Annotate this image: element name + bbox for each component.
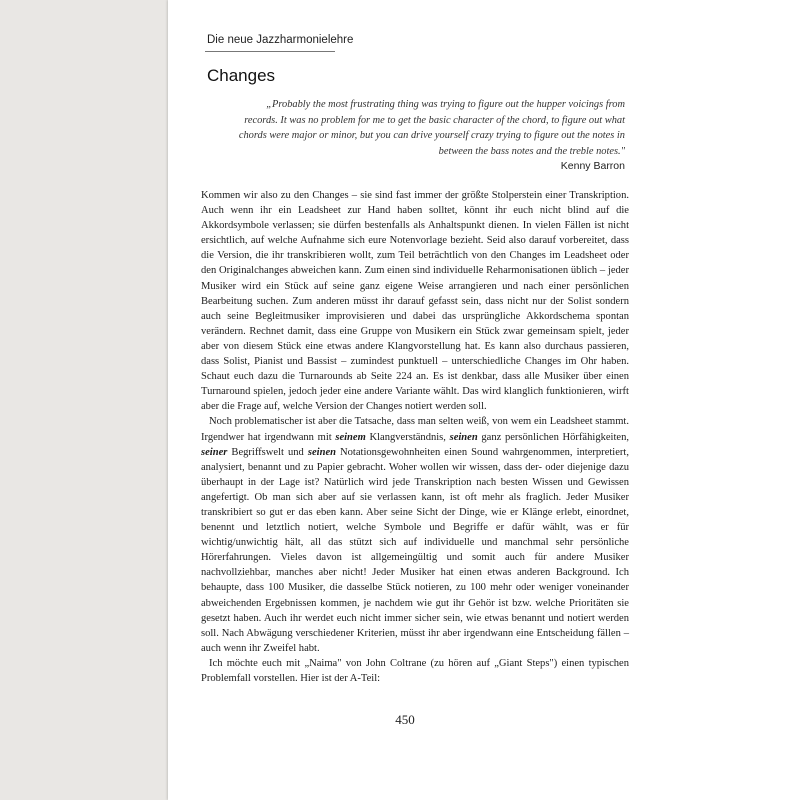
- emphasis-word: seinen: [307, 446, 336, 458]
- running-head: Die neue Jazzharmonielehre: [207, 34, 354, 46]
- paragraph-text: Klangverständnis,: [365, 431, 450, 443]
- paragraph-text: Begriffswelt und: [227, 446, 308, 458]
- epigraph-quote: „Probably the most frustrating thing was trying to figure out the hupper voicings from records. It was no problem for me to get the basic character of the chord, to figure out what chords were major or minor, but you can drive yourself crazy trying to figure out the notes in between the bass notes and the treble notes.": [238, 99, 625, 157]
- emphasis-word: seiner: [201, 446, 228, 458]
- emphasis-word: seinen: [449, 431, 478, 443]
- emphasis-word: seinem: [335, 431, 366, 443]
- page-number: 450: [395, 712, 415, 727]
- body-text: [201, 188, 629, 686]
- paragraph-text: ganz persönlichen Hörfähigkeiten,: [477, 431, 629, 443]
- paragraph-text: Ich möchte euch mit „Naima" von John Coltrane (zu hören auf „Giant Steps") einen typischen Problemfall vorstellen. Hier ist der A-Teil:: [201, 657, 629, 684]
- running-head-rule: [205, 51, 335, 52]
- paragraph-text: Kommen wir also zu den Changes – sie sind fast immer der größte Stolperstein einer Transkription. Auch wenn ihr ein Leadsheet zur Hand haben solltet, könnt ihr euch nicht blind auf die Akkordsymbole verlassen; sie dürfen bestenfalls als Anhaltspunkt dienen. In vielen Fällen ist nicht ersichtlich, auf welche Aufnahme sich eure Notenvorlage bezieht. Seid also darauf vorbereitet, dass die Version, die ihr transkribieren wollt, zum Teil beträchtlich von den Changes im Leadsheet oder den Originalchanges abweichen kann. Zum einen sind individuelle Reharmonisationen üblich – jeder Musiker wird ein Stück auf seine ganz eigene Weise arrangieren und nach einer persönlichen Bearbeitung suchen. Zum anderen müsst ihr darauf gefasst sein, dass nicht nur der Solist sondern auch seine Begleitmusiker improvisieren und dabei das ursprüngliche Akkordschema spontan verändern. Rechnet damit, dass eine Gruppe von Musikern ein Stück zwar gemeinsam spielt, jeder aber von diesem Stück eine etwas andere Klangvorstellung hat. Es kann also durchaus passieren, dass Solist, Pianist und Bassist – zumindest punktuell – unterschiedliche Changes im Ohr haben. Schaut euch dazu die Turnarounds ab Seite 224 an. Es ist denkbar, dass alle Musiker über einen Turnaround spielen, jedoch jeder eine andere Variante wählt. Das wird klanglich funktionieren, wirft aber die Frage auf, welche Version der Changes notiert werden soll.: [201, 190, 629, 413]
- paragraph-3: [201, 656, 629, 686]
- epigraph-author: Kenny Barron: [560, 160, 625, 172]
- chapter-title: Changes: [207, 66, 276, 85]
- paragraph-text: Noch problematischer ist aber die Tatsache, dass man selten weiß, von wem ein Leadsheet stammt. Irgendwer hat irgendwann mit: [201, 416, 629, 443]
- paragraph-text: Notationsgewohnheiten einen Sound wahrgenommen, interpretiert, analysiert, benannt und zu Papier gebracht. Woher wollen wir wissen, dass der- oder diejenige dazu überhaupt in der Lage ist? Natürlich wird jede Transkription nach besten Wissen und Gewissen angefertigt. Ob man sich aber auf sie verlassen kann, ist oft mehr als fraglich. Jeder Musiker transkribiert so gut er das eben kann. Aber seine Sicht der Dinge, wie er Klänge erlebt, einordnet, benennt und letztlich notiert, welche Symbole und Begriffe er dafür wählt, was er für wichtig/unwichtig hält, all das stützt sich auf individuelle und manchmal sehr persönliche Hörerfahrungen. Vieles davon ist allgemeingültig und somit auch für andere Musiker nachvollziehbar, manches aber nicht! Jeder Musiker hat einen etwas anderen Background. Ich behaupte, dass 100 Musiker, die dasselbe Stück notieren, zu 100 mehr oder weniger voneinander abweichenden Ergebnissen kommen, je nachdem wie gut ihr Gehör ist bzw. welche Prioritäten sie gesetzt haben. Auch ihr werdet euch nicht immer sicher sein, wie etwas benannt und notiert werden soll. Nach Abwägung verschiedener Kriterien, müsst ihr aber irgendwann eine Entscheidung fällen – auch wenn ihr Zweifel habt.: [201, 446, 629, 654]
- paragraph-1: [201, 188, 629, 414]
- paragraph-2: [201, 414, 629, 656]
